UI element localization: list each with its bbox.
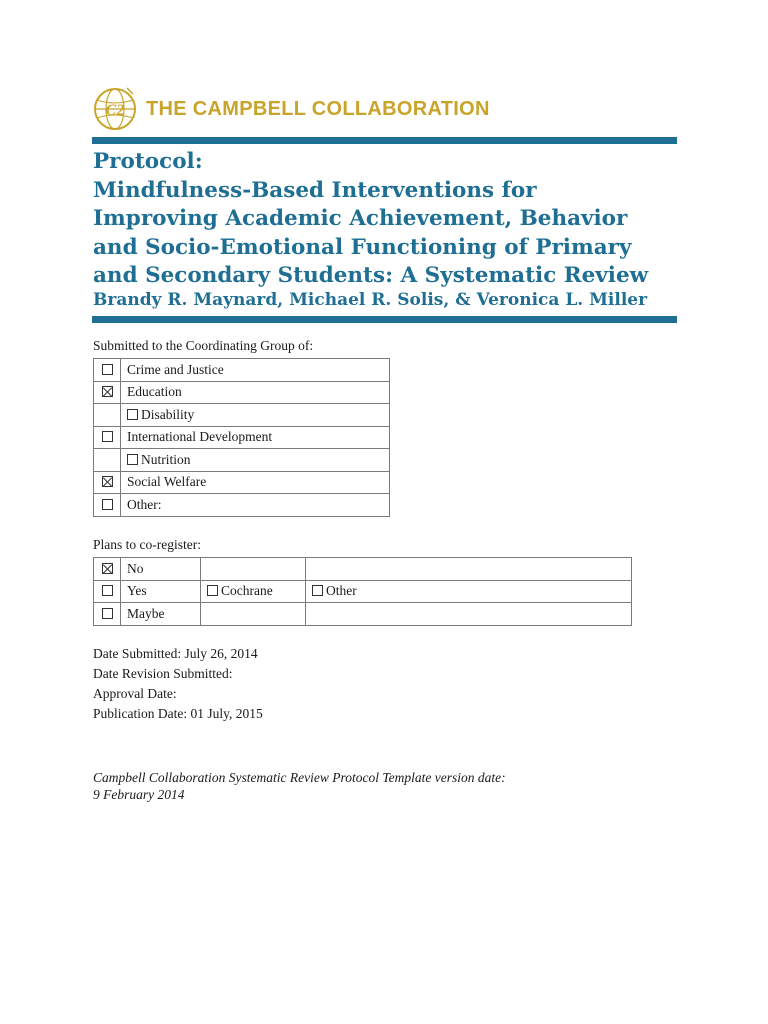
checkbox-education[interactable] [102, 386, 113, 397]
footnote-line-1: Campbell Collaboration Systematic Review Protocol Template version date: [93, 770, 506, 785]
option-label: Cochrane [221, 583, 273, 599]
checkbox-crime-justice[interactable] [102, 364, 113, 375]
title-rule [92, 316, 677, 323]
publication-date: Publication Date: 01 July, 2015 [93, 706, 263, 721]
table-row [94, 558, 632, 581]
campbell-logo [92, 86, 492, 136]
row-label: International Development [121, 426, 390, 449]
svg-text:C2: C2 [105, 102, 125, 119]
title-prefix: Protocol: [93, 149, 203, 174]
checkbox-no[interactable] [102, 563, 113, 574]
date-revision: Date Revision Submitted: [93, 666, 233, 681]
table-row [94, 449, 390, 472]
row-label: Maybe [121, 603, 201, 626]
table-row [94, 471, 390, 494]
table-row [94, 359, 390, 382]
checkbox-other-coregister[interactable] [312, 585, 323, 596]
row-label: Other: [121, 494, 390, 517]
header-rule [92, 137, 677, 144]
title-line-2: Improving Academic Achievement, Behavior [93, 206, 628, 231]
authors: Brandy R. Maynard, Michael R. Solis, & Veronica L. Miller [93, 289, 648, 310]
checkbox-disability[interactable] [127, 409, 138, 420]
table-row [94, 580, 632, 603]
footnote-line-2: 9 February 2014 [93, 786, 185, 802]
coregister-label: Plans to co-register: [93, 537, 201, 552]
campbell-globe-icon [92, 86, 138, 132]
table-row [94, 381, 390, 404]
row-label: Crime and Justice [121, 359, 390, 382]
title-block [93, 148, 683, 311]
template-footnote [93, 770, 506, 803]
coordinating-group-table [93, 358, 390, 517]
title-line-1: Mindfulness-Based Interventions for [93, 177, 537, 203]
dates-block [93, 644, 263, 724]
checkbox-other[interactable] [102, 499, 113, 510]
row-label: Education [121, 381, 390, 404]
row-label: No [121, 558, 201, 581]
table-row [94, 603, 632, 626]
row-label: Social Welfare [121, 471, 390, 494]
row-label: Nutrition [141, 451, 191, 467]
table-row [94, 404, 390, 427]
coregister-table [93, 557, 632, 626]
coordinating-group-label: Submitted to the Coordinating Group of: [93, 338, 314, 353]
table-row [94, 426, 390, 449]
approval-date: Approval Date: [93, 686, 177, 701]
checkbox-cochrane[interactable] [207, 585, 218, 596]
checkbox-international-development[interactable] [102, 431, 113, 442]
row-label: Yes [121, 580, 201, 603]
checkbox-nutrition[interactable] [127, 454, 138, 465]
checkbox-social-welfare[interactable] [102, 476, 113, 487]
org-name: THE CAMPBELL COLLABORATION [146, 98, 490, 120]
row-label: Disability [141, 406, 195, 422]
checkbox-maybe[interactable] [102, 608, 113, 619]
title-line-3: and Socio-Emotional Functioning of Primary [93, 234, 632, 260]
checkbox-yes[interactable] [102, 585, 113, 596]
option-label: Other [326, 583, 357, 599]
table-row [94, 494, 390, 517]
date-submitted: Date Submitted: July 26, 2014 [93, 646, 258, 661]
title-line-4: and Secondary Students: A Systematic Review [93, 263, 649, 288]
